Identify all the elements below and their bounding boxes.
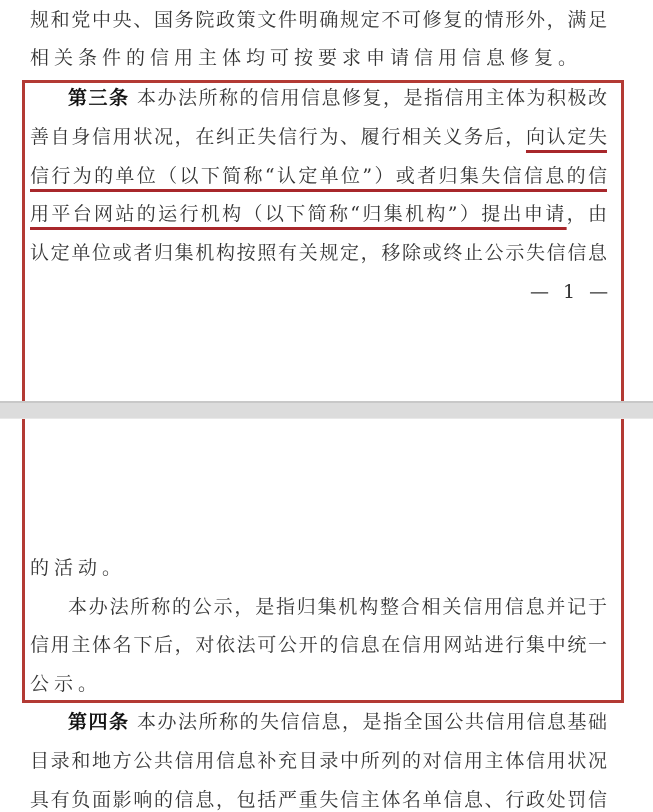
article-3-line <box>30 164 607 188</box>
article-3-line <box>30 125 607 149</box>
article-4-line <box>68 710 607 734</box>
underlined-text: 用平台网站的运行机构（以下简称“归集机构”）提出申请 <box>30 203 567 225</box>
article-3-line <box>30 202 607 226</box>
article-4-line: 具有负面影响的信息，包括严重失信主体名单信息、行政处罚信 <box>30 789 607 811</box>
text-span: ，由 <box>566 203 607 225</box>
article-4-line: 目录和地方公共信用信息补充目录中所列的对信用主体信用状况 <box>30 750 607 772</box>
page-number: — 1 — <box>530 281 613 303</box>
article-3-line: 的活动。 <box>30 557 127 579</box>
article-3-line: 本办法所称的公示，是指归集机构整合相关信用信息并记于 <box>68 596 607 618</box>
text-span: 善自身信用状况，在纠正失信行为、履行相关义务后， <box>30 126 526 148</box>
underlined-text: 向认定失 <box>525 126 607 148</box>
article-4-heading: 第四条 <box>68 711 130 733</box>
page-break <box>0 401 653 419</box>
article-3-heading: 第三条 <box>68 87 130 109</box>
article-3-line: 认定单位或者归集机构按照有关规定，移除或终止公示失信信息 <box>30 242 607 264</box>
text-span: 本办法所称的失信信息，是指全国公共信用信息基础 <box>137 711 607 733</box>
text-line: 规和党中央、国务院政策文件明确规定不可修复的情形外，满足 <box>30 9 607 31</box>
underlined-text: 信行为的单位（以下简称“认定单位”）或者归集失信信息的信 <box>30 165 607 187</box>
article-3-line <box>68 86 607 110</box>
article-3-line: 公示。 <box>30 673 103 695</box>
text-line: 相关条件的信用主体均可按要求申请信用信息修复。 <box>30 47 583 69</box>
text-span: 本办法所称的信用信息修复，是指信用主体为积极改 <box>137 87 607 109</box>
article-3-line: 信用主体名下后，对依法可公开的信息在信用网站进行集中统一 <box>30 634 607 656</box>
